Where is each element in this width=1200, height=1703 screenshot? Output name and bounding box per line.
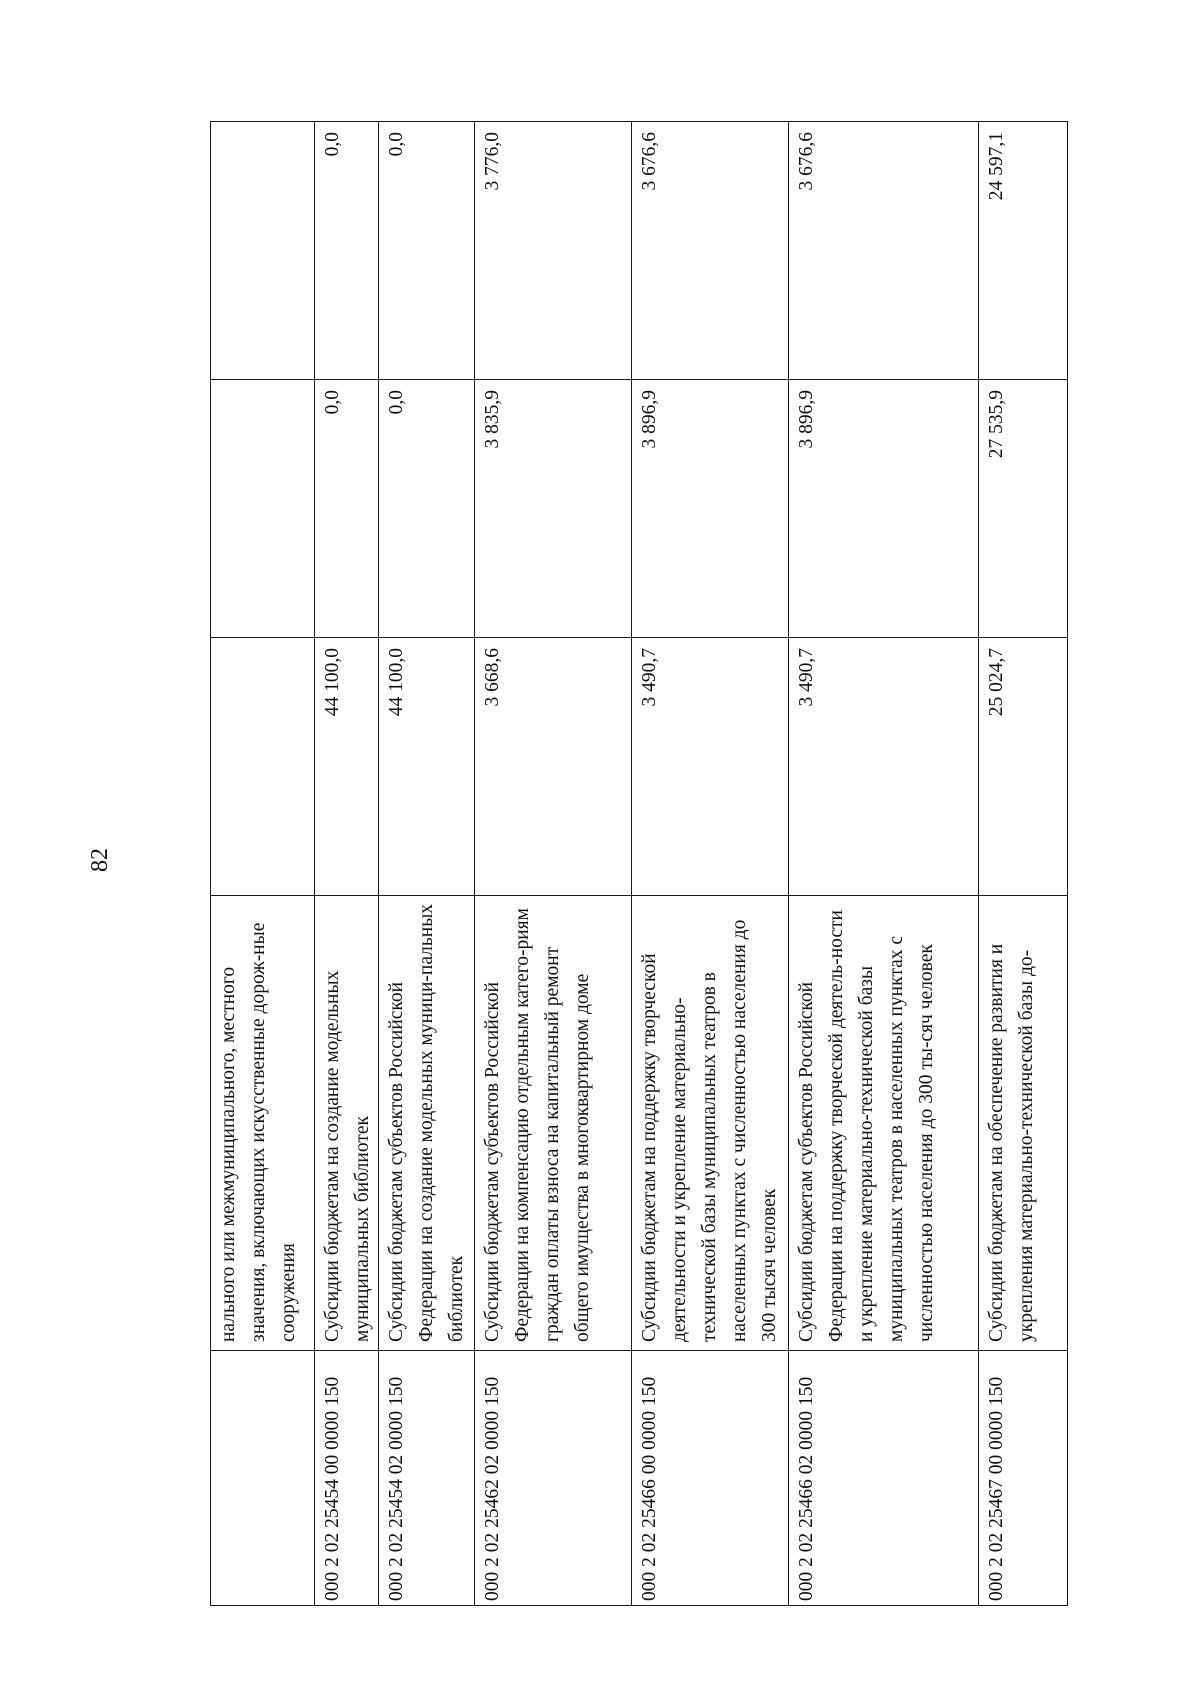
row-value-3: 3 676,6: [632, 122, 789, 380]
table-row: [632, 122, 789, 1606]
row-value-2: 3 835,9: [475, 380, 632, 638]
table-row: [379, 122, 475, 1606]
row-code: 000 2 02 25467 00 0000 150: [979, 1351, 1068, 1606]
table-row: [789, 122, 979, 1606]
row-code: 000 2 02 25466 02 0000 150: [789, 1351, 979, 1606]
row-description: Субсидии бюджетам субъектов Российской Федерации на создание модельных муници-пальных библиотек: [379, 896, 475, 1351]
table-row: [979, 122, 1068, 1606]
row-description: нального или межмуниципального, местного значения, включающих искусственные дорож-ные сооружения: [211, 896, 315, 1351]
table-row: [211, 122, 315, 1606]
row-description: Субсидии бюджетам на создание модельных муниципальных библиотек: [315, 896, 379, 1351]
budget-table: [210, 121, 1068, 1606]
row-value-1: 25 024,7: [979, 638, 1068, 896]
row-value-1: [211, 638, 315, 896]
row-value-1: 44 100,0: [315, 638, 379, 896]
row-value-3: 3 676,6: [789, 122, 979, 380]
row-value-1: 44 100,0: [379, 638, 475, 896]
row-value-2: [211, 380, 315, 638]
row-value-3: 3 776,0: [475, 122, 632, 380]
row-code: 000 2 02 25466 00 0000 150: [632, 1351, 789, 1606]
row-value-3: 0,0: [379, 122, 475, 380]
row-code: [211, 1351, 315, 1606]
row-value-1: 3 490,7: [789, 638, 979, 896]
page-number: 82: [87, 848, 113, 872]
row-description: Субсидии бюджетам на поддержку творческой деятельности и укрепление материально-технической базы муниципальных театров в населенных пунктах с численностью населения до 300 тысяч человек: [632, 896, 789, 1351]
row-value-1: 3 668,6: [475, 638, 632, 896]
row-value-2: 3 896,9: [632, 380, 789, 638]
row-value-2: 27 535,9: [979, 380, 1068, 638]
table-row: [315, 122, 379, 1606]
row-description: Субсидии бюджетам субъектов Российской Федерации на компенсацию отдельным катего-риям граждан оплаты взноса на капитальный ремонт общего имущества в многоквартирном доме: [475, 896, 632, 1351]
row-value-3: 0,0: [315, 122, 379, 380]
rotated-page-content: [210, 122, 1060, 1606]
table-row: [475, 122, 632, 1606]
row-value-2: 0,0: [315, 380, 379, 638]
row-value-2: 3 896,9: [789, 380, 979, 638]
row-description: Субсидии бюджетам на обеспечение развития и укрепления материально-технической базы до-: [979, 896, 1068, 1351]
row-code: 000 2 02 25454 00 0000 150: [315, 1351, 379, 1606]
row-value-1: 3 490,7: [632, 638, 789, 896]
row-value-2: 0,0: [379, 380, 475, 638]
row-value-3: 24 597,1: [979, 122, 1068, 380]
row-code: 000 2 02 25454 02 0000 150: [379, 1351, 475, 1606]
row-value-3: [211, 122, 315, 380]
row-description: Субсидии бюджетам субъектов Российской Федерации на поддержку творческой деятель-ности и укрепление материально-технической базы муниципальных театров в населенных пунктах с численностью населения до 300 ты-сяч человек: [789, 896, 979, 1351]
row-code: 000 2 02 25462 02 0000 150: [475, 1351, 632, 1606]
